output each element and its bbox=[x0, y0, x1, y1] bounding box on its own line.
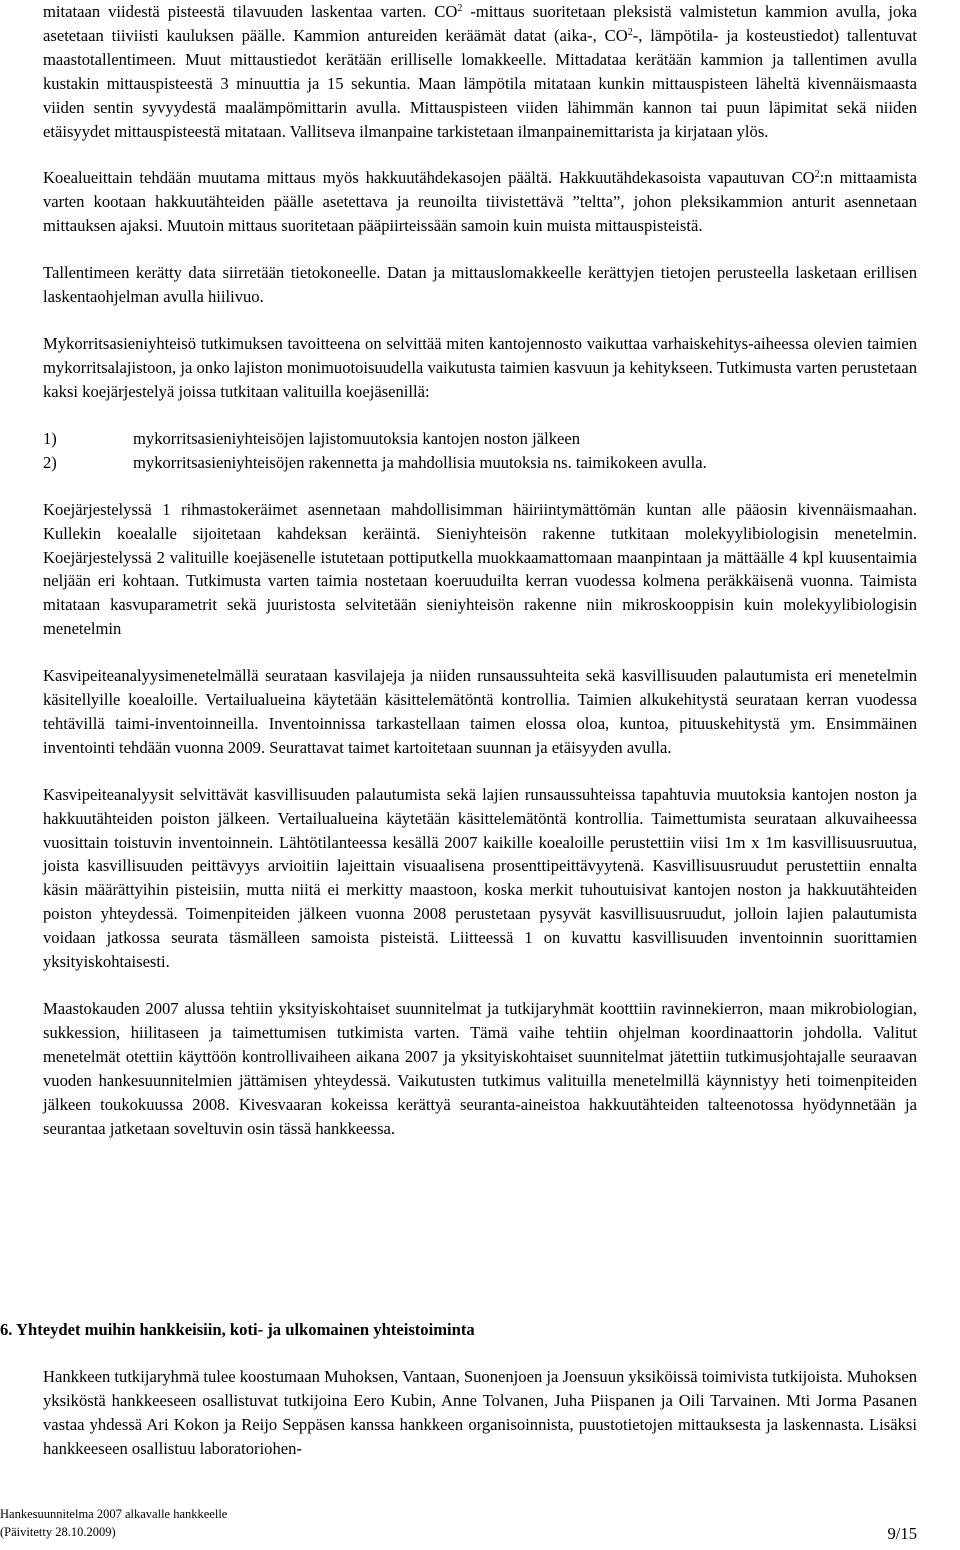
paragraph-co2-measurement: mitataan viidestä pisteestä tilavuuden laskentaa varten. $CO^2$ -mittaus suoritetaan pleksistä valmistetun kammion avulla, joka asetetaan tiiviisti kauluksen päälle. Kammion antureiden keräämät datat (aika-, $CO^2-$, lämpötila- ja kosteustiedot) tallentuvat maastotallentimeen. Muut mittaustiedot kerätään erilliselle lomakkeelle. Mittadataa kerätään kammion ja tallentimen avulla kustakin mittauspisteestä 3 minuuttia ja 15 sekuntia. Maan lämpötila mitataan kunkin mittauspisteen läheltä kivennäismaasta viiden sentin syvyydestä maalämpömittarin avulla. Mittauspisteen viiden lähimmän kannon tai puun läpimitat sekä niiden etäisyydet mittauspisteestä mitataan. Vallitseva ilmanpaine tarkistetaan ilmanpainemittarista ja kirjataan ylös. bbox=[43, 2, 917, 141]
paragraph-experiment-setups: Koejärjestelyssä 1 rihmastokeräimet asennetaan mahdollisimman häiriintymättömän kuntan alle pääosin kivennäismaahan. Kullekin koealalle sijoitetaan kahdeksan keräintä. Sieniyhteisön rakenne tutkitaan molekyylibiologisin menetelmin. Koejärjestelyssä 2 valituille koejäsenelle istutetaan pottiputkella muokkaamattomaan maanpintaan ja mättäälle 4 kpl kuusentaimia neljään eri kohtaan. Tutkimusta varten taimia nostetaan koeruuduilta kerran vuodessa kolmena peräkkäisenä vuonna. Taimista mitataan kasvuparametrit sekä juuristosta selvitetään sieniyhteisön rakenne niin mikroskooppisin kuin molekyylibiologisin menetelmin bbox=[43, 499, 917, 639]
subscript-2: 2 bbox=[627, 26, 633, 38]
footer-title: Hankesuunnitelma 2007 alkavalle hankkeelle bbox=[0, 1507, 228, 1521]
paragraph-research-team: Hankkeen tutkijaryhmä tulee koostumaan Muhoksen, Vantaan, Suonenjoen ja Joensuun yksiköissä toimivista tutkijoista. Muhoksen yksiköstä hankkeeseen osallistuvat tutkijoina Eero Kubin, Anne Tolvanen, Juha Piispanen ja Oili Tarvainen. Mti Jorma Pasanen vastaa yhdessä Ari Kokon ja Reijo Seppäsen kanssa hankkeen organisoinnista, puustotietojen mittauksesta ja laskennasta. Lisäksi hankkeeseen osallistuu laboratoriohen- bbox=[43, 1367, 917, 1458]
page-footer bbox=[0, 1505, 917, 1541]
section-body bbox=[43, 1365, 917, 1461]
numbered-list bbox=[43, 427, 917, 475]
list-item bbox=[43, 451, 917, 475]
section-heading: 6. Yhteydet muihin hankkeisiin, koti- ja ulkomainen yhteistoiminta bbox=[0, 1320, 475, 1339]
list-item-text: mykorritsasieniyhteisöjen rakennetta ja mahdollisia muutoksia ns. taimikokeen avulla. bbox=[133, 452, 707, 472]
paragraph-slash-piles: Koealueittain tehdään muutama mittaus myös hakkuutähdekasojen päältä. Hakkuutähdekasoista vapautuvan $CO^2:n$ mittaamista varten kootaan hakkuutähteiden päälle asetettava ja reunoilta tiivistettävä ”teltta”, johon pleksikammion anturit asennetaan mittauksen ajaksi. Muutoin mittaus suoritetaan pääpiirteissään samoin kuin muista mittauspisteistä. bbox=[43, 168, 917, 236]
list-item-number: 2) bbox=[43, 452, 57, 472]
paragraph-field-season: Maastokauden 2007 alussa tehtiin yksityiskohtaiset suunnitelmat ja tutkijaryhmät kootttiin ravinnekierron, maan mikrobiologian, sukkession, hiilitaseen ja taimettumisen tutkimista varten. Tämä vaihe tehtiin ohjelman koordinaattorin johdolla. Valitut menetelmät otettiin käyttöön kontrollivaiheen aikana 2007 ja yksityiskohtaiset suunnitelmat jätettiin tutkimusjohtajalle seuraavan vuoden hankesuunnitelmien jättämisen yhteydessä. Vaikutusten tutkimus valituilla menetelmillä käynnistyy heti toimenpiteiden jälkeen toukokuussa 2008. Kivesvaaran kokeissa kerättyä seuranta-aineistoa hakkuutähteiden talteenotossa hyödynnetään ja seurantaa jatketaan soveltuvin osin tässä hankkeessa. bbox=[43, 999, 917, 1138]
paragraph-mycorrhiza: Mykorritsasieniyhteisö tutkimuksen tavoitteena on selvittää miten kantojennosto vaikuttaa varhaiskehitys-aiheessa olevien taimien mykorritsalajistoon, ja onko lajiston monimuotoisuudella vaikutusta taimien kasvuun ja kehitykseen. Tutkimusta varten perustetaan kaksi koejärjestelyä joissa tutkitaan valituilla koejäsenillä: bbox=[43, 333, 917, 401]
body-column bbox=[43, 0, 917, 1140]
paragraph-vegetation-method: Kasvipeiteanalyysimenetelmällä seurataan kasvilajeja ja niiden runsaussuhteita sekä kasvillisuuden palautumista eri menetelmin käsitellyille koealoille. Vertailualueina käytetään käsittelemätöntä kontrollia. Taimien alkukehitystä seurataan kerran vuodessa tehtävillä taimi-inventoinneilla. Inventoinnissa tarkastellaan taimen elossa oloa, kuntoa, pituuskehitystä ym. Ensimmäinen inventointi tehdään vuonna 2009. Seurattavat taimet kartoitetaan suunnan ja etäisyyden avulla. bbox=[43, 666, 917, 757]
footer-updated: (Päivitetty 28.10.2009) bbox=[0, 1525, 116, 1539]
list-item bbox=[43, 427, 917, 451]
subscript-2: 2 bbox=[814, 169, 820, 181]
list-item-number: 1) bbox=[43, 428, 57, 448]
subscript-2: 2 bbox=[457, 3, 463, 14]
list-item-text: mykorritsasieniyhteisöjen lajistomuutoksia kantojen noston jälkeen bbox=[133, 428, 581, 448]
paragraph-vegetation-analysis: Kasvipeiteanalyysit selvittävät kasvillisuuden palautumista sekä lajien runsaussuhteissa tapahtuvia muutoksia kantojen noston ja hakkuutähteiden poiston jälkeen. Vertailualueina käytetään käsittelemätöntä kontrollia. Taimettumista seurataan alkuvaiheessa vuosittain toistuvin inventoinnein. Lähtötilanteessa kesällä 2007 kaikille koealoille perustettiin viisi 1m x 1m kasvillisuusruutua, joista kasvillisuuden peittävyys arvioitiin lajeittain visuaalisena prosenttipeittävyytenä. Kasvillisuusruudut perustettiin ennalta käsin määrättyihin pisteisiin, mutta niitä ei merkitty maastoon, koska merkit tuhoutuisivat kantojen noston ja hakkuutähteiden poiston yhteydessä. Toimenpiteiden jälkeen vuonna 2008 perustetaan pysyvät kasvillisuusruudut, jolloin lajien palautumista voidaan jatkossa seurata täsmälleen samoista pisteistä. Liitteessä 1 on kuvattu kasvillisuuden inventoinnin suorittamien yksityiskohtaisesti. bbox=[43, 784, 917, 972]
page-number: 9/15 bbox=[887, 1524, 917, 1543]
paragraph-data-transfer: Tallentimeen kerätty data siirretään tietokoneelle. Datan ja mittauslomakkeelle kerättyjen tietojen perusteella lasketaan erillisen laskentaohjelman avulla hiilivuo. bbox=[43, 263, 917, 307]
